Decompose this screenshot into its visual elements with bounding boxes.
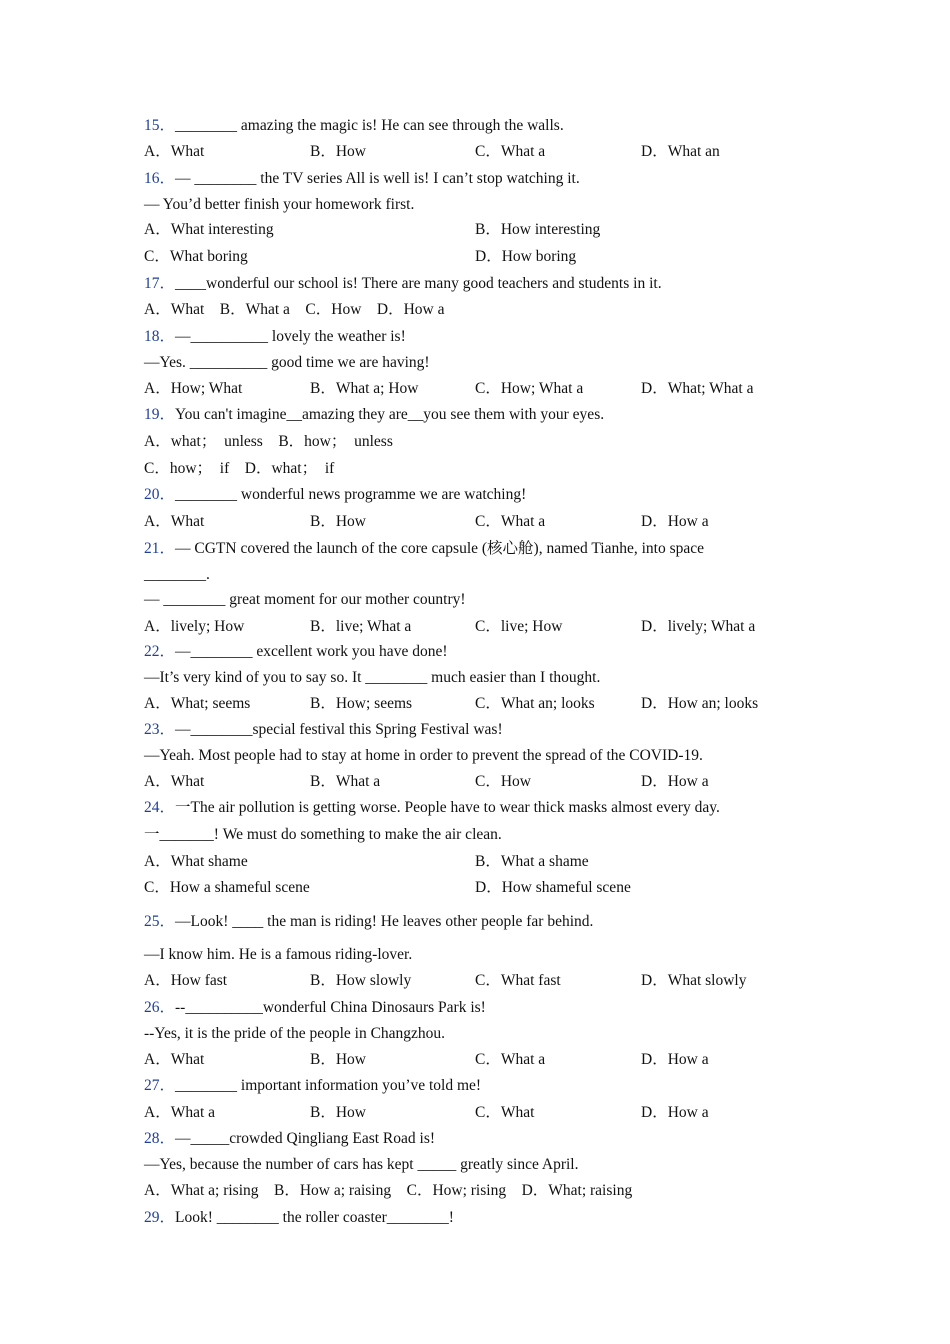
choice-a[interactable]: A．What bbox=[144, 513, 205, 530]
question-text-line: —It’s very kind of you to say so. It ________ much easier than I thought. bbox=[144, 669, 601, 686]
question-number: 28． bbox=[144, 1130, 176, 1147]
choice-b[interactable]: B．What a; How bbox=[310, 380, 419, 397]
choices-26 bbox=[144, 1050, 824, 1070]
choice-c[interactable]: C．What fast bbox=[475, 972, 561, 989]
choices-28[interactable]: A．What a; rising B．How a; raising C．How; rising D．What; raising bbox=[144, 1182, 633, 1199]
question-24 bbox=[144, 798, 824, 818]
choice-b[interactable]: B．How slowly bbox=[310, 972, 412, 989]
choice-b[interactable]: B．What a bbox=[310, 773, 381, 790]
choice-a[interactable]: A．What a bbox=[144, 1104, 216, 1121]
choice-b[interactable]: B．How bbox=[310, 1051, 366, 1068]
question-text: ________ important information you’ve told me! bbox=[175, 1077, 482, 1094]
choices-15 bbox=[144, 142, 824, 162]
choice-d[interactable]: D．What; What a bbox=[641, 380, 754, 397]
choice-d[interactable]: D．What an bbox=[641, 143, 720, 160]
question-text-line: —Yeah. Most people had to stay at home in order to prevent the spread of the COVID-19. bbox=[144, 747, 703, 764]
choices-16-cd bbox=[144, 247, 824, 267]
choice-a[interactable]: A．What bbox=[144, 143, 205, 160]
choice-c[interactable]: C．How bbox=[475, 773, 531, 790]
choice-a[interactable]: A．What; seems bbox=[144, 695, 251, 712]
question-22 bbox=[144, 642, 824, 662]
choices-16-ab bbox=[144, 220, 824, 240]
question-number: 18． bbox=[144, 328, 176, 345]
question-text: — CGTN covered the launch of the core capsule (核心舱), named Tianhe, into space bbox=[175, 540, 705, 557]
choice-a[interactable]: A．lively; How bbox=[144, 618, 245, 635]
question-27 bbox=[144, 1076, 824, 1096]
choices-20 bbox=[144, 512, 824, 532]
choice-c[interactable]: C．What bbox=[475, 1104, 535, 1121]
choice-d[interactable]: D．What slowly bbox=[641, 972, 747, 989]
choice-c[interactable]: C．How a shameful scene bbox=[144, 879, 310, 896]
question-text-line: — You’d better finish your homework first. bbox=[144, 196, 415, 213]
choice-a[interactable]: A．How; What bbox=[144, 380, 243, 397]
choice-b[interactable]: B．How bbox=[310, 1104, 366, 1121]
question-text: —__________ lovely the weather is! bbox=[175, 328, 406, 345]
question-number: 22． bbox=[144, 643, 176, 660]
question-text: ____wonderful our school is! There are many good teachers and students in it. bbox=[175, 275, 662, 292]
choices-24-cd bbox=[144, 878, 824, 898]
question-number: 24． bbox=[144, 799, 176, 816]
choice-a[interactable]: A．What shame bbox=[144, 853, 248, 870]
question-text: —_____crowded Qingliang East Road is! bbox=[175, 1130, 436, 1147]
question-text-line: —Yes, because the number of cars has kept _____ greatly since April. bbox=[144, 1156, 579, 1173]
question-text: ________ amazing the magic is! He can see through the walls. bbox=[175, 117, 564, 134]
question-19 bbox=[144, 405, 824, 425]
choice-d[interactable]: D．How shameful scene bbox=[475, 879, 631, 896]
choice-d[interactable]: D．How a bbox=[641, 1051, 709, 1068]
choices-19-cd[interactable]: C．how； if D．what； if bbox=[144, 460, 335, 477]
question-16 bbox=[144, 169, 824, 189]
choices-21 bbox=[144, 617, 824, 637]
choice-a[interactable]: A．How fast bbox=[144, 972, 228, 989]
choices-18 bbox=[144, 379, 824, 399]
question-text: --__________wonderful China Dinosaurs Park is! bbox=[175, 999, 486, 1016]
choice-b[interactable]: B．How interesting bbox=[475, 221, 601, 238]
question-text: You can't imagine__amazing they are__you see them with your eyes. bbox=[175, 406, 605, 423]
choice-b[interactable]: B．What a shame bbox=[475, 853, 589, 870]
question-17 bbox=[144, 274, 824, 294]
question-23 bbox=[144, 720, 824, 740]
choice-b[interactable]: B．How bbox=[310, 513, 366, 530]
question-text: 一The air pollution is getting worse. People have to wear thick masks almost every day. bbox=[175, 799, 720, 816]
choice-c[interactable]: C．What boring bbox=[144, 248, 248, 265]
choice-c[interactable]: C．What a bbox=[475, 1051, 546, 1068]
question-number: 19． bbox=[144, 406, 176, 423]
question-text: —________ excellent work you have done! bbox=[175, 643, 448, 660]
choice-c[interactable]: C．live; How bbox=[475, 618, 563, 635]
question-text: —________special festival this Spring Festival was! bbox=[175, 721, 503, 738]
choice-a[interactable]: A．What bbox=[144, 773, 205, 790]
question-number: 27． bbox=[144, 1077, 176, 1094]
question-text: ________ wonderful news programme we are watching! bbox=[175, 486, 527, 503]
question-number: 23． bbox=[144, 721, 176, 738]
choice-c[interactable]: C．What an; looks bbox=[475, 695, 595, 712]
question-number: 21． bbox=[144, 540, 176, 557]
question-20 bbox=[144, 485, 824, 505]
choice-c[interactable]: C．How; What a bbox=[475, 380, 584, 397]
choice-c[interactable]: C．What a bbox=[475, 513, 546, 530]
choice-b[interactable]: B．live; What a bbox=[310, 618, 412, 635]
choices-19-ab[interactable]: A．what； unless B．how； unless bbox=[144, 433, 393, 450]
choices-23 bbox=[144, 772, 824, 792]
question-text-line: ________. bbox=[144, 566, 210, 583]
question-25 bbox=[144, 912, 824, 932]
choice-d[interactable]: D．How boring bbox=[475, 248, 577, 265]
question-number: 26． bbox=[144, 999, 176, 1016]
choices-17[interactable]: A．What B．What a C．How D．How a bbox=[144, 301, 445, 318]
question-number: 20． bbox=[144, 486, 176, 503]
question-26 bbox=[144, 998, 824, 1018]
choice-a[interactable]: A．What bbox=[144, 1051, 205, 1068]
question-text-line: —Yes. __________ good time we are having! bbox=[144, 354, 430, 371]
question-text-line: --Yes, it is the pride of the people in Changzhou. bbox=[144, 1025, 446, 1042]
question-number: 29． bbox=[144, 1209, 176, 1226]
question-15 bbox=[144, 116, 824, 136]
choices-24-ab bbox=[144, 852, 824, 872]
question-number: 25． bbox=[144, 913, 176, 930]
choices-25 bbox=[144, 971, 824, 991]
question-number: 17． bbox=[144, 275, 176, 292]
question-number: 15． bbox=[144, 117, 176, 134]
choice-d[interactable]: D．How a bbox=[641, 513, 709, 530]
choices-22 bbox=[144, 694, 824, 714]
question-text-line: —I know him. He is a famous riding-lover. bbox=[144, 946, 413, 963]
choice-d[interactable]: D．How an; looks bbox=[641, 695, 759, 712]
question-number: 16． bbox=[144, 170, 176, 187]
question-28 bbox=[144, 1129, 824, 1149]
choice-d[interactable]: D．How a bbox=[641, 773, 709, 790]
question-21 bbox=[144, 539, 824, 559]
question-29 bbox=[144, 1208, 824, 1228]
question-text: — ________ the TV series All is well is! I can’t stop watching it. bbox=[175, 170, 580, 187]
choice-d[interactable]: D．lively; What a bbox=[641, 618, 756, 635]
question-text: —Look! ____ the man is riding! He leaves other people far behind. bbox=[175, 913, 594, 930]
question-text: Look! ________ the roller coaster________! bbox=[175, 1209, 454, 1226]
choice-d[interactable]: D．How a bbox=[641, 1104, 709, 1121]
choice-b[interactable]: B．How bbox=[310, 143, 366, 160]
choice-c[interactable]: C．What a bbox=[475, 143, 546, 160]
choice-a[interactable]: A．What interesting bbox=[144, 221, 274, 238]
choice-b[interactable]: B．How; seems bbox=[310, 695, 413, 712]
question-18 bbox=[144, 327, 824, 347]
question-text-line: — ________ great moment for our mother country! bbox=[144, 591, 466, 608]
question-text-line: 一_______! We must do something to make the air clean. bbox=[144, 826, 502, 843]
choices-27 bbox=[144, 1103, 824, 1123]
